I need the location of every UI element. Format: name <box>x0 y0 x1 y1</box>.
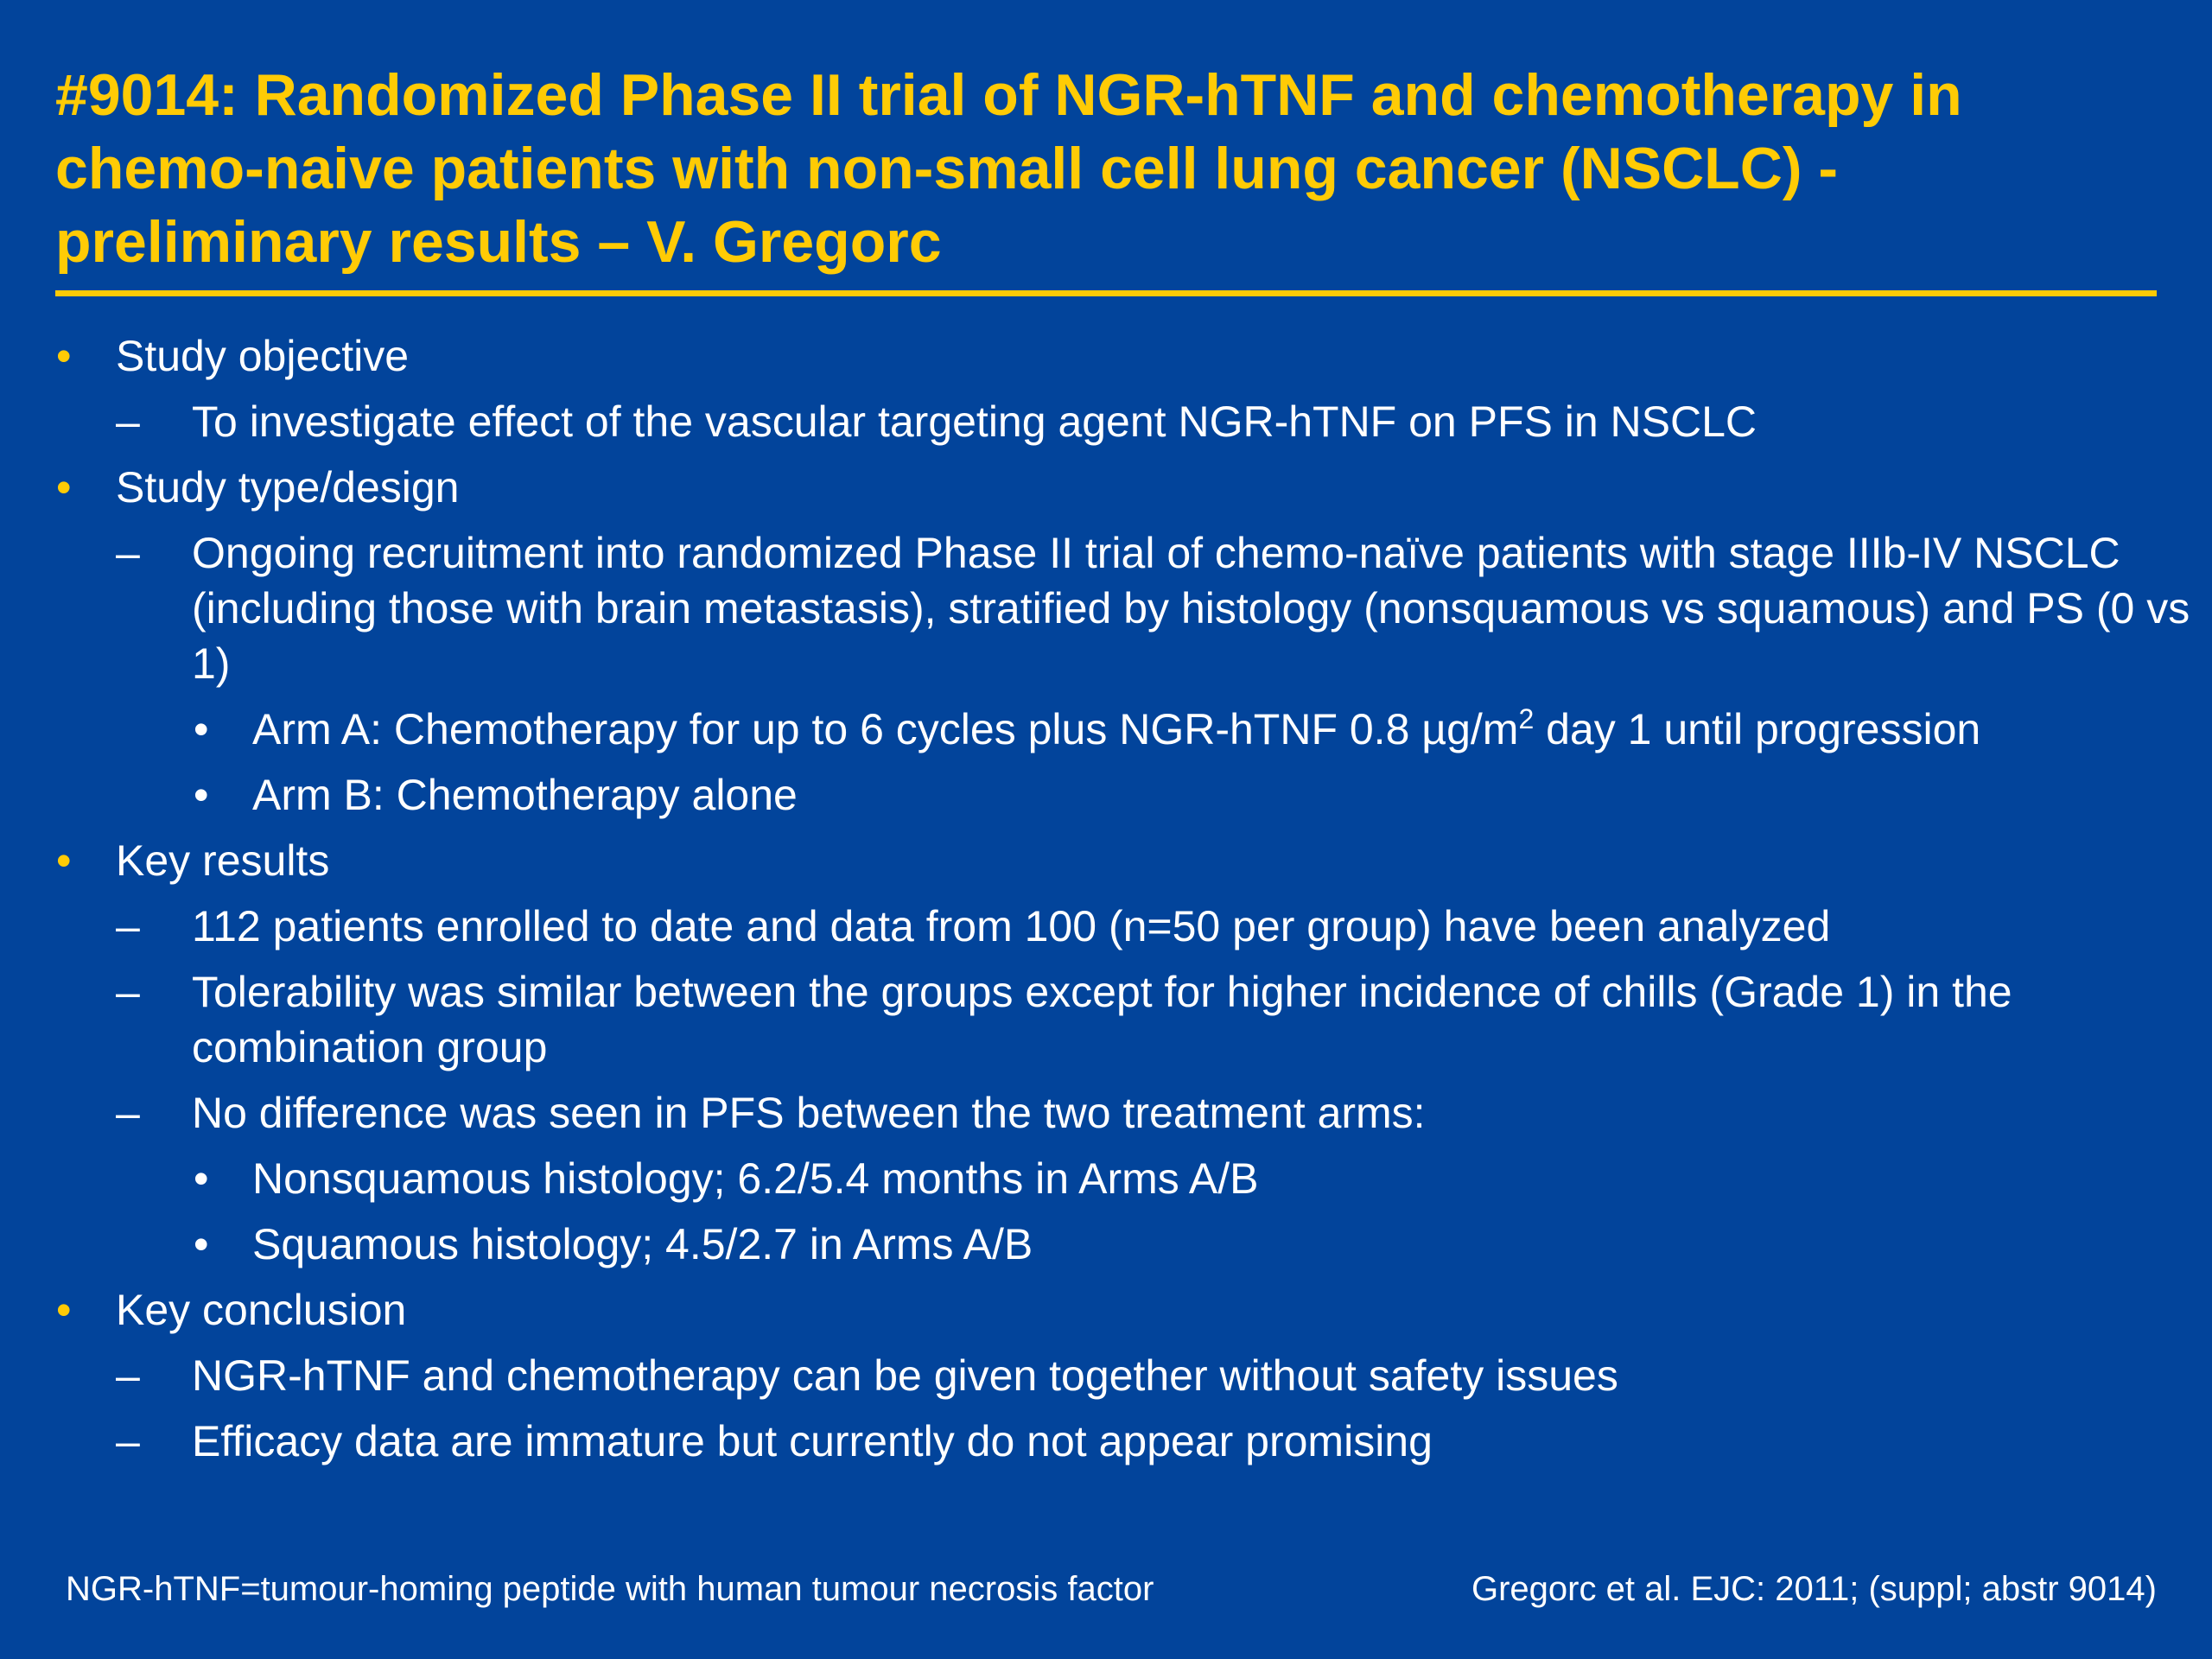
arm-b-text: Arm B: Chemotherapy alone <box>252 771 798 819</box>
bullet-text: Key results <box>116 836 330 885</box>
sub-bullet-text: Tolerability was similar between the groups except for higher incidence of chills (Grade 1) in the combination group <box>192 968 2012 1071</box>
bullet-text: Study objective <box>116 332 410 380</box>
sub-bullet-objective <box>0 394 2212 449</box>
sub-bullet-text: NGR-hTNF and chemotherapy can be given together without safety issues <box>192 1351 1618 1400</box>
bullet-marker: • <box>56 463 72 512</box>
dash-marker: – <box>116 902 140 950</box>
bullet-marker: • <box>194 1154 209 1203</box>
bullet-marker: • <box>194 771 209 819</box>
sub-bullet-tolerability <box>0 964 2212 1075</box>
dash-marker: – <box>116 1417 140 1465</box>
arm-b-item <box>0 767 2212 823</box>
sub-bullet-text: 112 patients enrolled to date and data from 100 (n=50 per group) have been analyzed <box>192 902 1831 950</box>
pfs-nonsquamous-item <box>0 1151 2212 1206</box>
bullet-key-conclusion <box>0 1282 2212 1338</box>
pfs-nonsquamous-text: Nonsquamous histology; 6.2/5.4 months in Arms A/B <box>252 1154 1259 1203</box>
slide-body <box>0 328 2212 1469</box>
bullet-marker: • <box>56 332 72 380</box>
pfs-squamous-text: Squamous histology; 4.5/2.7 in Arms A/B <box>252 1220 1033 1268</box>
footer-abbreviation: NGR-hTNF=tumour-homing peptide with human tumour necrosis factor <box>66 1570 1154 1608</box>
dash-marker: – <box>116 1089 140 1137</box>
bullet-marker: • <box>56 836 72 885</box>
dash-marker: – <box>116 1351 140 1400</box>
arm-a-item <box>0 702 2212 757</box>
footer-reference: Gregorc et al. EJC: 2011; (suppl; abstr 9014) <box>1471 1570 2157 1608</box>
arm-a-text: Arm A: Chemotherapy for up to 6 cycles plus NGR-hTNF 0.8 $\mu g/m^2$ day 1 until progression <box>252 703 1981 753</box>
dash-marker: – <box>116 968 140 1016</box>
sub-bullet-design <box>0 525 2212 691</box>
bullet-study-objective <box>0 328 2212 384</box>
pfs-squamous-item <box>0 1217 2212 1272</box>
title-underline <box>55 290 2157 296</box>
sub-bullet-safety <box>0 1348 2212 1403</box>
bullet-text: Key conclusion <box>116 1286 407 1334</box>
dash-marker: – <box>116 529 140 577</box>
slide-title: #9014: Randomized Phase II trial of NGR-hTNF and chemotherapy in chemo-naive patients with non-small cell lung cancer (NSCLC) - preliminary results – V. Gregorc <box>55 62 1962 275</box>
bullet-text: Study type/design <box>116 463 460 512</box>
bullet-key-results <box>0 833 2212 888</box>
sub-bullet-text: No difference was seen in PFS between the two treatment arms: <box>192 1089 1426 1137</box>
bullet-study-design <box>0 460 2212 515</box>
sub-bullet-enrolled <box>0 899 2212 954</box>
sub-bullet-text: Efficacy data are immature but currently do not appear promising <box>192 1417 1433 1465</box>
sub-bullet-pfs <box>0 1085 2212 1141</box>
sub-bullet-text: To investigate effect of the vascular targeting agent NGR-hTNF on PFS in NSCLC <box>192 397 1758 446</box>
bullet-marker: • <box>56 1286 72 1334</box>
dash-marker: – <box>116 397 140 446</box>
sub-bullet-efficacy <box>0 1414 2212 1469</box>
bullet-marker: • <box>194 1220 209 1268</box>
bullet-marker: • <box>194 705 209 753</box>
sub-bullet-text: Ongoing recruitment into randomized Phase II trial of chemo-naïve patients with stage IIIb-IV NSCLC (including those with brain metastasis), stratified by histology (nonsquamous vs squamous) and PS (0 vs 1) <box>192 529 2190 688</box>
